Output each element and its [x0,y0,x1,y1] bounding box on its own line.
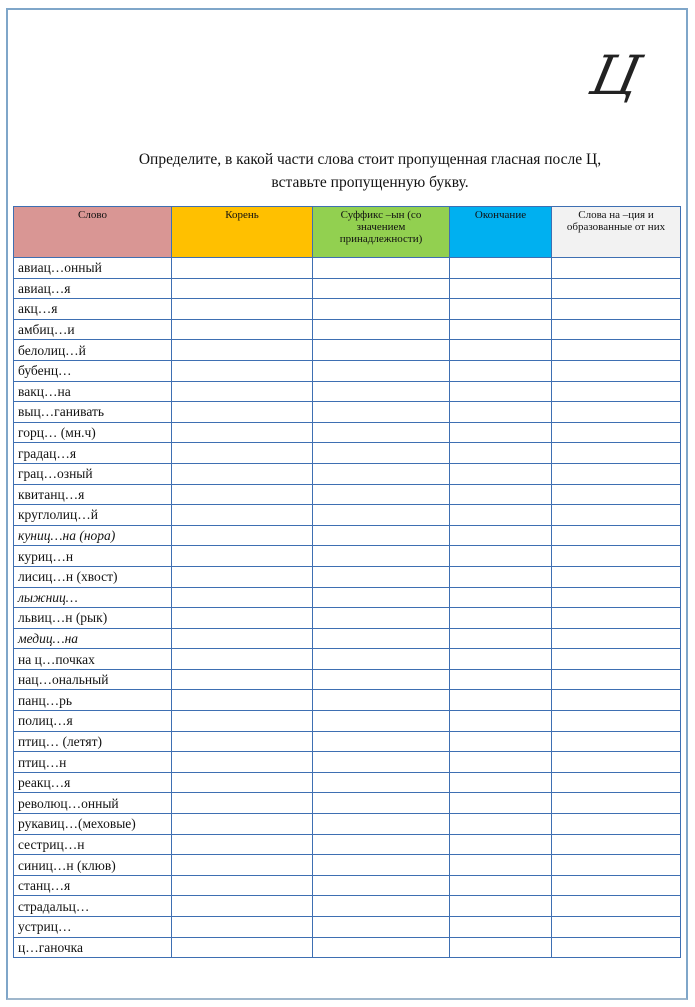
ending-cell[interactable] [450,546,552,567]
word-cell: станц…я [14,875,172,896]
tsiya-cell[interactable] [552,402,681,423]
root-cell[interactable] [172,690,313,711]
suffix-cell[interactable] [313,299,450,320]
words-table [13,206,681,958]
root-cell[interactable] [172,443,313,464]
suffix-cell[interactable] [313,443,450,464]
suffix-cell[interactable] [313,422,450,443]
table-row [14,360,681,381]
root-cell[interactable] [172,793,313,814]
ending-cell[interactable] [450,443,552,464]
ending-cell[interactable] [450,711,552,732]
ending-cell[interactable] [450,319,552,340]
tsiya-cell[interactable] [552,443,681,464]
suffix-cell[interactable] [313,319,450,340]
word-cell: ц…ганочка [14,937,172,958]
tsiya-cell[interactable] [552,731,681,752]
decorative-letter: Ц [585,44,646,107]
root-cell[interactable] [172,834,313,855]
suffix-cell[interactable] [313,711,450,732]
table-row [14,752,681,773]
tsiya-cell[interactable] [552,546,681,567]
ending-cell[interactable] [450,608,552,629]
root-cell[interactable] [172,566,313,587]
tsiya-cell[interactable] [552,484,681,505]
word-cell: птиц… (летят) [14,731,172,752]
ending-cell[interactable] [450,669,552,690]
instruction-line-1: Определите, в какой части слова стоит пропущенная гласная после Ц, [138,151,602,168]
tsiya-cell[interactable] [552,649,681,670]
ending-cell[interactable] [450,258,552,279]
suffix-cell[interactable] [313,546,450,567]
table-row [14,793,681,814]
table-row [14,402,681,423]
tsiya-cell[interactable] [552,793,681,814]
table-row [14,278,681,299]
suffix-cell[interactable] [313,402,450,423]
word-cell: на ц…почках [14,649,172,670]
word-cell: белолиц…й [14,340,172,361]
suffix-cell[interactable] [313,525,450,546]
word-cell: выц…ганивать [14,402,172,423]
tsiya-cell[interactable] [552,258,681,279]
word-cell: амбиц…и [14,319,172,340]
root-cell[interactable] [172,731,313,752]
suffix-cell[interactable] [313,814,450,835]
root-cell[interactable] [172,587,313,608]
suffix-cell[interactable] [313,937,450,958]
root-cell[interactable] [172,937,313,958]
word-cell: лисиц…н (хвост) [14,566,172,587]
suffix-cell[interactable] [313,875,450,896]
table-row [14,463,681,484]
word-cell: градац…я [14,443,172,464]
root-cell[interactable] [172,772,313,793]
word-cell: авиац…я [14,278,172,299]
word-cell: вакц…на [14,381,172,402]
word-cell: куниц…на (нора) [14,525,172,546]
table-row [14,855,681,876]
root-cell[interactable] [172,402,313,423]
tsiya-cell[interactable] [552,814,681,835]
suffix-cell[interactable] [313,690,450,711]
root-cell[interactable] [172,381,313,402]
tsiya-cell[interactable] [552,896,681,917]
table-row [14,834,681,855]
root-cell[interactable] [172,463,313,484]
word-cell: революц…онный [14,793,172,814]
suffix-cell[interactable] [313,772,450,793]
table-row [14,587,681,608]
word-cell: рукавиц…(меховые) [14,814,172,835]
header-suffix: Суффикс –ын (со значением принадлежности) [313,207,450,258]
ending-cell[interactable] [450,505,552,526]
header-word: Слово [14,207,172,258]
ending-cell[interactable] [450,731,552,752]
ending-cell[interactable] [450,814,552,835]
word-cell: лыжниц… [14,587,172,608]
table-row [14,546,681,567]
root-cell[interactable] [172,422,313,443]
root-cell[interactable] [172,608,313,629]
suffix-cell[interactable] [313,484,450,505]
table-row [14,381,681,402]
root-cell[interactable] [172,360,313,381]
suffix-cell[interactable] [313,917,450,938]
word-cell: панц…рь [14,690,172,711]
tsiya-cell[interactable] [552,628,681,649]
root-cell[interactable] [172,299,313,320]
ending-cell[interactable] [450,834,552,855]
ending-cell[interactable] [450,649,552,670]
ending-cell[interactable] [450,463,552,484]
root-cell[interactable] [172,319,313,340]
root-cell[interactable] [172,258,313,279]
ending-cell[interactable] [450,525,552,546]
tsiya-cell[interactable] [552,381,681,402]
table-row [14,340,681,361]
table-row [14,566,681,587]
ending-cell[interactable] [450,422,552,443]
table-row [14,608,681,629]
tsiya-cell[interactable] [552,587,681,608]
word-cell: львиц…н (рык) [14,608,172,629]
root-cell[interactable] [172,505,313,526]
table-row [14,649,681,670]
table-row [14,814,681,835]
suffix-cell[interactable] [313,258,450,279]
tsiya-cell[interactable] [552,463,681,484]
suffix-cell[interactable] [313,752,450,773]
root-cell[interactable] [172,855,313,876]
table-row [14,875,681,896]
root-cell[interactable] [172,649,313,670]
ending-cell[interactable] [450,772,552,793]
word-cell: устриц… [14,917,172,938]
table-row [14,258,681,279]
tsiya-cell[interactable] [552,299,681,320]
word-cell: куриц…н [14,546,172,567]
suffix-cell[interactable] [313,896,450,917]
suffix-cell[interactable] [313,381,450,402]
instruction-line-2: вставьте пропущенную букву. [271,174,469,191]
suffix-cell[interactable] [313,855,450,876]
ending-cell[interactable] [450,566,552,587]
suffix-cell[interactable] [313,628,450,649]
word-cell: авиац…онный [14,258,172,279]
table-row [14,443,681,464]
tsiya-cell[interactable] [552,319,681,340]
suffix-cell[interactable] [313,793,450,814]
root-cell[interactable] [172,628,313,649]
ending-cell[interactable] [450,793,552,814]
root-cell[interactable] [172,875,313,896]
ending-cell[interactable] [450,278,552,299]
ending-cell[interactable] [450,752,552,773]
word-cell: акц…я [14,299,172,320]
table-row [14,896,681,917]
root-cell[interactable] [172,340,313,361]
suffix-cell[interactable] [313,608,450,629]
word-cell: бубенц… [14,360,172,381]
root-cell[interactable] [172,896,313,917]
table-row [14,525,681,546]
header-row [14,207,681,258]
ending-cell[interactable] [450,402,552,423]
tsiya-cell[interactable] [552,422,681,443]
table-row [14,505,681,526]
suffix-cell[interactable] [313,505,450,526]
ending-cell[interactable] [450,690,552,711]
word-cell: горц… (мн.ч) [14,422,172,443]
table-row [14,917,681,938]
tsiya-cell[interactable] [552,937,681,958]
root-cell[interactable] [172,484,313,505]
suffix-cell[interactable] [313,649,450,670]
word-cell: квитанц…я [14,484,172,505]
suffix-cell[interactable] [313,731,450,752]
word-cell: сестриц…н [14,834,172,855]
header-ending: Окончание [450,207,552,258]
header-tsiya-words: Слова на –ция и образованные от них [552,207,681,258]
ending-cell[interactable] [450,299,552,320]
table-row [14,628,681,649]
table-row [14,319,681,340]
tsiya-cell[interactable] [552,855,681,876]
ending-cell[interactable] [450,917,552,938]
table-row [14,299,681,320]
tsiya-cell[interactable] [552,772,681,793]
ending-cell[interactable] [450,484,552,505]
ending-cell[interactable] [450,381,552,402]
word-cell: страдальц… [14,896,172,917]
tsiya-cell[interactable] [552,525,681,546]
tsiya-cell[interactable] [552,340,681,361]
tsiya-cell[interactable] [552,834,681,855]
suffix-cell[interactable] [313,360,450,381]
tsiya-cell[interactable] [552,505,681,526]
word-cell: реакц…я [14,772,172,793]
tsiya-cell[interactable] [552,711,681,732]
ending-cell[interactable] [450,340,552,361]
table-row [14,669,681,690]
table-row [14,731,681,752]
ending-cell[interactable] [450,360,552,381]
table-row [14,484,681,505]
root-cell[interactable] [172,917,313,938]
table-row [14,690,681,711]
word-cell: медиц…на [14,628,172,649]
table-row [14,937,681,958]
tsiya-cell[interactable] [552,690,681,711]
table-row [14,711,681,732]
root-cell[interactable] [172,814,313,835]
suffix-cell[interactable] [313,566,450,587]
root-cell[interactable] [172,278,313,299]
word-cell: нац…ональный [14,669,172,690]
suffix-cell[interactable] [313,587,450,608]
root-cell[interactable] [172,711,313,732]
ending-cell[interactable] [450,896,552,917]
instruction-text [60,148,680,194]
word-cell: круглолиц…й [14,505,172,526]
root-cell[interactable] [172,546,313,567]
suffix-cell[interactable] [313,340,450,361]
tsiya-cell[interactable] [552,608,681,629]
word-cell: грац…озный [14,463,172,484]
tsiya-cell[interactable] [552,669,681,690]
header-root: Корень [172,207,313,258]
word-cell: синиц…н (клюв) [14,855,172,876]
tsiya-cell[interactable] [552,875,681,896]
word-cell: полиц…я [14,711,172,732]
tsiya-cell[interactable] [552,917,681,938]
word-cell: птиц…н [14,752,172,773]
ending-cell[interactable] [450,587,552,608]
ending-cell[interactable] [450,855,552,876]
tsiya-cell[interactable] [552,566,681,587]
tsiya-cell[interactable] [552,752,681,773]
ending-cell[interactable] [450,875,552,896]
ending-cell[interactable] [450,628,552,649]
ending-cell[interactable] [450,937,552,958]
root-cell[interactable] [172,752,313,773]
suffix-cell[interactable] [313,278,450,299]
root-cell[interactable] [172,669,313,690]
tsiya-cell[interactable] [552,278,681,299]
suffix-cell[interactable] [313,834,450,855]
tsiya-cell[interactable] [552,360,681,381]
table-row [14,772,681,793]
suffix-cell[interactable] [313,669,450,690]
root-cell[interactable] [172,525,313,546]
table-row [14,422,681,443]
suffix-cell[interactable] [313,463,450,484]
